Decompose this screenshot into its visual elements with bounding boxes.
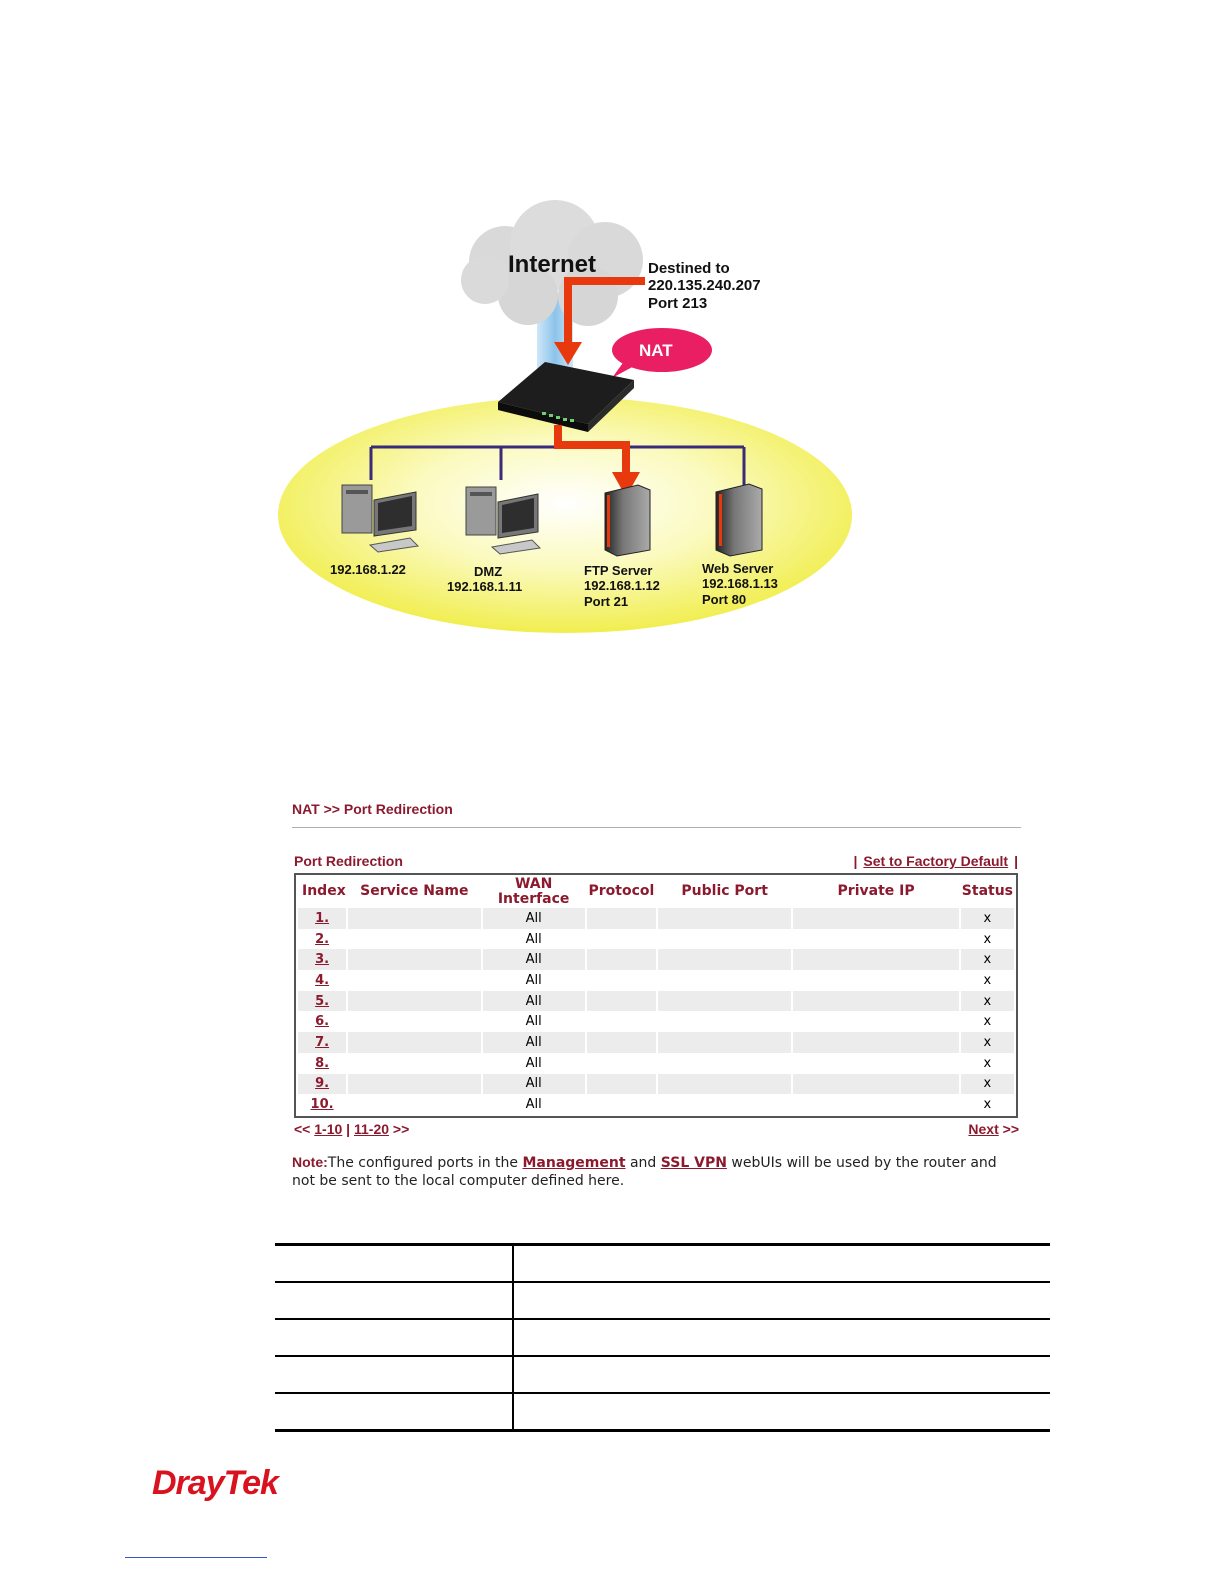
cell-protocol (587, 1094, 656, 1115)
host-label: 192.168.1.11 (447, 579, 523, 594)
table-row (298, 929, 1014, 950)
cell-private-ip (793, 949, 958, 970)
table-row (275, 1245, 1050, 1283)
cell-index (298, 1053, 346, 1074)
panel-title: Port Redirection (294, 853, 403, 869)
table-row (298, 1094, 1014, 1115)
cell-protocol (587, 1074, 656, 1095)
table-row (298, 949, 1014, 970)
cell-private-ip (793, 970, 958, 991)
table-row (298, 970, 1014, 991)
host-label: FTP Server (584, 563, 653, 578)
pager-ranges: << 1-10 | 11-20 >> (294, 1121, 410, 1137)
row-index-link[interactable]: 9. (315, 1076, 330, 1092)
row-index-link[interactable]: 5. (315, 993, 330, 1009)
cell-index (298, 1094, 346, 1115)
row-index-link[interactable]: 10. (310, 1097, 334, 1113)
cell-private-ip (793, 991, 958, 1012)
cell-status: x (961, 1094, 1014, 1115)
cell-private-ip (793, 908, 958, 929)
cell-protocol (587, 1032, 656, 1053)
nat-port-redirection-diagram (270, 200, 870, 640)
factory-default-bar: | Set to Factory Default | (853, 853, 1018, 869)
cell-status: x (961, 949, 1014, 970)
host-label: Port 21 (584, 594, 629, 609)
table-row (298, 1053, 1014, 1074)
cell-private-ip (793, 1032, 958, 1053)
cell-wan: All (483, 908, 585, 929)
cell-wan: All (483, 929, 585, 950)
cell-service-name (348, 929, 480, 950)
row-index-link[interactable]: 6. (315, 1014, 330, 1030)
ssl-vpn-link[interactable]: SSL VPN (660, 1155, 727, 1171)
cell-wan: All (483, 1074, 585, 1095)
cell-service-name (348, 991, 480, 1012)
cell-service-name (348, 1094, 480, 1115)
row-index-link[interactable]: 8. (315, 1055, 330, 1071)
host-label: 192.168.1.12 (584, 578, 660, 593)
cell-protocol (587, 991, 656, 1012)
table-row (298, 991, 1014, 1012)
page-range-11-20-link[interactable]: 11-20 (353, 1121, 390, 1137)
header-service-name: Service Name (360, 883, 469, 899)
cell-private-ip (793, 1094, 958, 1115)
ftp-server-icon (605, 485, 650, 556)
cell-public-port (658, 908, 791, 929)
cell-index (298, 929, 346, 950)
cell-status: x (961, 970, 1014, 991)
cell-private-ip (793, 929, 958, 950)
cell-wan: All (483, 1011, 585, 1032)
note-text: Note:The configured ports in the Management and SSL VPN webUIs will be used by the router and not be sent to the local computer defined here. (292, 1154, 997, 1189)
cell-wan: All (483, 1094, 585, 1115)
port-redirection-table-box (294, 873, 1018, 1118)
cell-private-ip (793, 1053, 958, 1074)
cell-public-port (658, 949, 791, 970)
description-table (275, 1243, 1050, 1432)
cell-wan: All (483, 1032, 585, 1053)
table-row (275, 1393, 1050, 1431)
cell-index (298, 1074, 346, 1095)
cell-public-port (658, 970, 791, 991)
header-index: Index (302, 883, 346, 899)
destination-label: 220.135.240.207 (648, 277, 761, 294)
pager-next: Next >> (968, 1121, 1019, 1137)
cell-status: x (961, 929, 1014, 950)
cell-status: x (961, 991, 1014, 1012)
web-server-icon (716, 484, 762, 556)
cell-service-name (348, 1032, 480, 1053)
host-label: 192.168.1.22 (330, 562, 406, 577)
destination-label: Destined to (648, 260, 730, 277)
cell-service-name (348, 970, 480, 991)
cell-public-port (658, 929, 791, 950)
management-link[interactable]: Management (522, 1155, 626, 1171)
host-label: Web Server (702, 561, 774, 576)
cell-public-port (658, 991, 791, 1012)
cell-public-port (658, 1094, 791, 1115)
table-header-row (298, 875, 1014, 908)
cell-public-port (658, 1011, 791, 1032)
host-label: Port 80 (702, 592, 747, 607)
cell-wan: All (483, 970, 585, 991)
row-index-link[interactable]: 7. (315, 1034, 330, 1050)
cell-service-name (348, 949, 480, 970)
breadcrumb: NAT >> Port Redirection (292, 801, 453, 817)
footer-divider (125, 1557, 267, 1558)
header-protocol: Protocol (588, 883, 655, 899)
header-status: Status (961, 883, 1014, 899)
row-index-link[interactable]: 4. (315, 972, 330, 988)
table-row (298, 1074, 1014, 1095)
cell-service-name (348, 1053, 480, 1074)
cell-index (298, 1011, 346, 1032)
header-private-ip: Private IP (837, 883, 915, 899)
host-label: DMZ (474, 564, 503, 579)
cell-index (298, 991, 346, 1012)
row-index-link[interactable]: 1. (315, 910, 330, 926)
cell-wan: All (483, 949, 585, 970)
row-index-link[interactable]: 3. (315, 952, 330, 968)
next-page-link[interactable]: Next (968, 1121, 999, 1137)
internet-label: Internet (508, 251, 597, 278)
cell-public-port (658, 1053, 791, 1074)
cell-index (298, 1032, 346, 1053)
page-range-1-10-link[interactable]: 1-10 (314, 1121, 343, 1137)
breadcrumb-divider (292, 827, 1021, 828)
cell-status: x (961, 1032, 1014, 1053)
cell-protocol (587, 949, 656, 970)
cell-status: x (961, 908, 1014, 929)
cell-status: x (961, 1011, 1014, 1032)
cell-status: x (961, 1074, 1014, 1095)
nat-bubble (612, 328, 712, 378)
cell-wan: All (483, 991, 585, 1012)
cell-protocol (587, 1011, 656, 1032)
set-to-factory-default-link[interactable]: Set to Factory Default (863, 853, 1009, 869)
header-public-port: Public Port (681, 883, 768, 899)
table-row (275, 1319, 1050, 1356)
row-index-link[interactable]: 2. (315, 931, 330, 947)
cell-index (298, 949, 346, 970)
host-label: 192.168.1.13 (702, 576, 778, 591)
cell-service-name (348, 1011, 480, 1032)
cell-index (298, 908, 346, 929)
table-row (275, 1356, 1050, 1393)
cell-service-name (348, 908, 480, 929)
cell-wan: All (483, 1053, 585, 1074)
cell-public-port (658, 1032, 791, 1053)
cell-protocol (587, 908, 656, 929)
cell-protocol (587, 1053, 656, 1074)
destination-label: Port 213 (648, 295, 708, 312)
port-redirection-table (296, 875, 1016, 1115)
table-row (298, 1011, 1014, 1032)
cell-service-name (348, 1074, 480, 1095)
nat-label: NAT (639, 341, 673, 360)
table-row (275, 1282, 1050, 1319)
header-wan-interface: WAN Interface (497, 875, 570, 907)
cell-protocol (587, 970, 656, 991)
table-row (298, 908, 1014, 929)
cell-private-ip (793, 1011, 958, 1032)
draytek-logo: DrayTek (152, 1464, 278, 1502)
cell-status: x (961, 1053, 1014, 1074)
cell-public-port (658, 1074, 791, 1095)
cell-index (298, 970, 346, 991)
table-row (298, 1032, 1014, 1053)
cell-protocol (587, 929, 656, 950)
cell-private-ip (793, 1074, 958, 1095)
